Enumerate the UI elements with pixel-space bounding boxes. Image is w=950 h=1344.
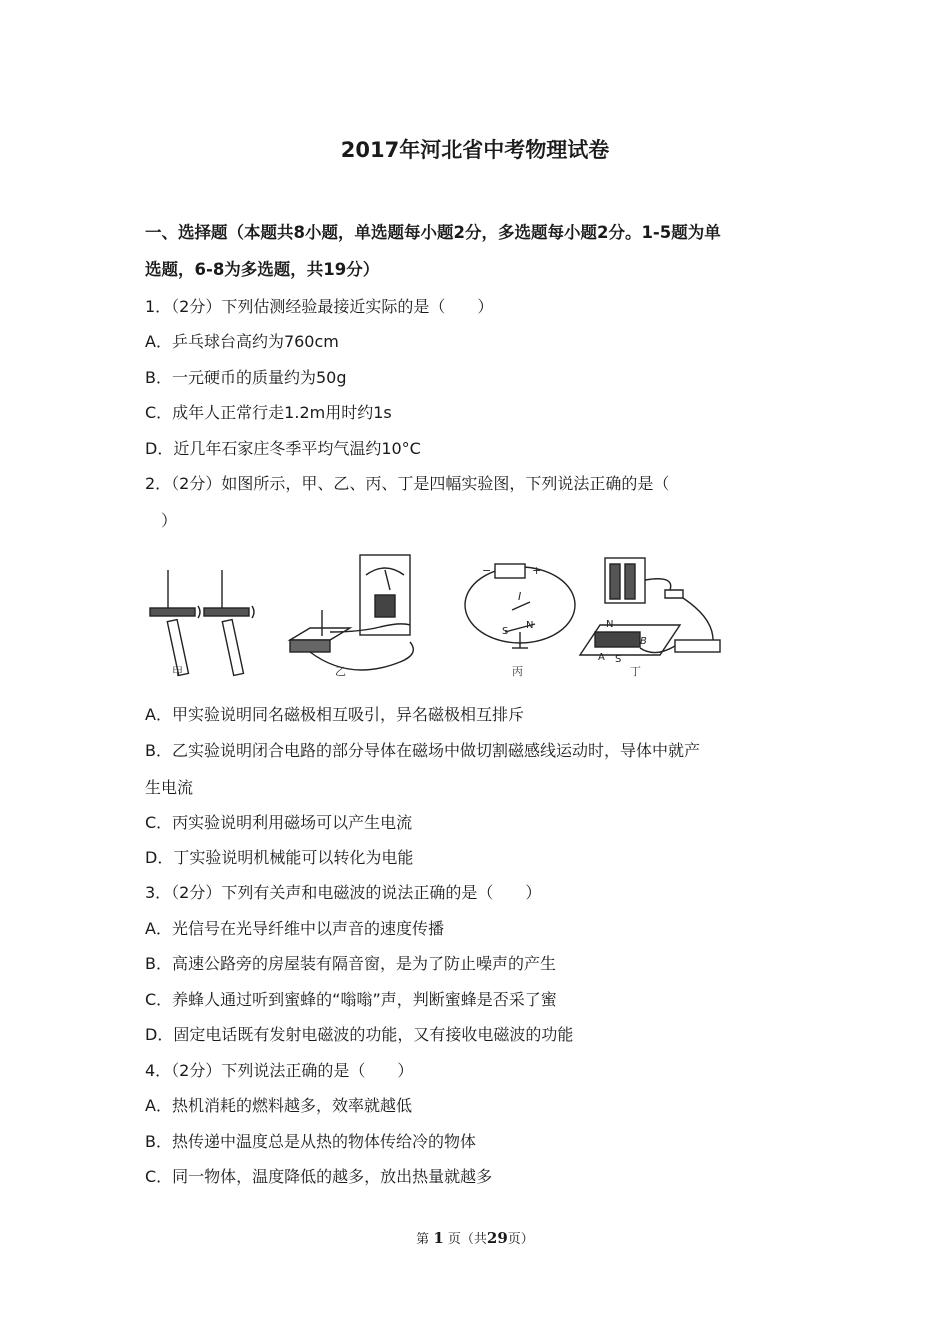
figure-label-ding: 丁: [630, 665, 641, 678]
svg-text:S: S: [502, 626, 509, 637]
q3-option-d: D．固定电话既有发射电磁波的功能，又有接收电磁波的功能: [145, 1025, 574, 1044]
figure-label-yi: 乙: [335, 665, 346, 678]
page-title: 2017年河北省中考物理试卷: [340, 138, 610, 162]
figure-label-bing: 丙: [512, 665, 523, 678]
svg-text:N: N: [606, 619, 614, 630]
q1-option-d: D．近几年石家庄冬季平均气温约10°C: [145, 439, 421, 458]
figure-yi: [290, 555, 413, 670]
q1-option-a: A．乒乓球台高约为760cm: [145, 332, 339, 351]
q4-option-b: B．热传递中温度总是从热的物体传给冷的物体: [145, 1132, 476, 1151]
q4-option-c: C．同一物体，温度降低的越多，放出热量就越多: [145, 1167, 493, 1186]
svg-text:+: +: [532, 564, 542, 577]
svg-text:I: I: [518, 590, 522, 603]
q3-stem: 3．（2分）下列有关声和电磁波的说法正确的是（ ）: [145, 883, 542, 902]
q1-option-b: B．一元硬币的质量约为50g: [145, 368, 347, 387]
q2-option-c: C．丙实验说明利用磁场可以产生电流: [145, 813, 413, 832]
figure-jia: [150, 570, 254, 675]
q2-experiment-figure: [140, 540, 740, 685]
q1-option-c: C．成年人正常行走1.2m用时约1s: [145, 403, 392, 422]
footer-suffix: 页）: [507, 1232, 534, 1247]
q2-option-b-line2: 生电流: [145, 778, 194, 797]
q2-stem-line1: 2．（2分）如图所示，甲、乙、丙、丁是四幅实验图，下列说法正确的是（: [145, 474, 670, 493]
svg-text:−: −: [482, 564, 492, 577]
q4-option-a: A．热机消耗的燃料越多，效率就越低: [145, 1096, 412, 1115]
figure-bing: [465, 564, 575, 648]
figure-label-jia: 甲: [172, 665, 183, 678]
svg-text:N: N: [526, 620, 534, 631]
svg-text:A: A: [598, 652, 605, 663]
page-footer: [0, 1228, 950, 1247]
q1-stem: 1．（2分）下列估测经验最接近实际的是（ ）: [145, 297, 494, 316]
q3-option-b: B．高速公路旁的房屋装有隔音窗，是为了防止噪声的产生: [145, 954, 556, 973]
footer-total-pages: 29: [486, 1229, 508, 1247]
q3-option-c: C．养蜂人通过听到蜜蜂的“嗡嗡”声，判断蜜蜂是否采了蜜: [145, 990, 557, 1009]
svg-text:B: B: [640, 636, 647, 647]
q4-stem: 4．（2分）下列说法正确的是（ ）: [145, 1061, 414, 1080]
q2-stem-line2: ）: [145, 511, 178, 530]
q2-option-a: A．甲实验说明同名磁极相互吸引，异名磁极相互排斥: [145, 705, 524, 724]
svg-text:S: S: [615, 654, 622, 665]
footer-middle: 页（共: [447, 1232, 487, 1247]
section-heading-line2: 选题，6-8为多选题，共19分）: [145, 260, 380, 279]
q2-option-d: D．丁实验说明机械能可以转化为电能: [145, 848, 414, 867]
footer-prefix: 第: [416, 1232, 430, 1247]
section-heading-line1: 一、选择题（本题共8小题，单选题每小题2分，多选题每小题2分。1-5题为单: [145, 223, 721, 242]
footer-page-number: 1: [433, 1229, 444, 1247]
figure-ding: [580, 558, 720, 665]
q2-option-b-line1: B．乙实验说明闭合电路的部分导体在磁场中做切割磁感线运动时，导体中就产: [145, 741, 700, 760]
q3-option-a: A．光信号在光导纤维中以声音的速度传播: [145, 919, 444, 938]
